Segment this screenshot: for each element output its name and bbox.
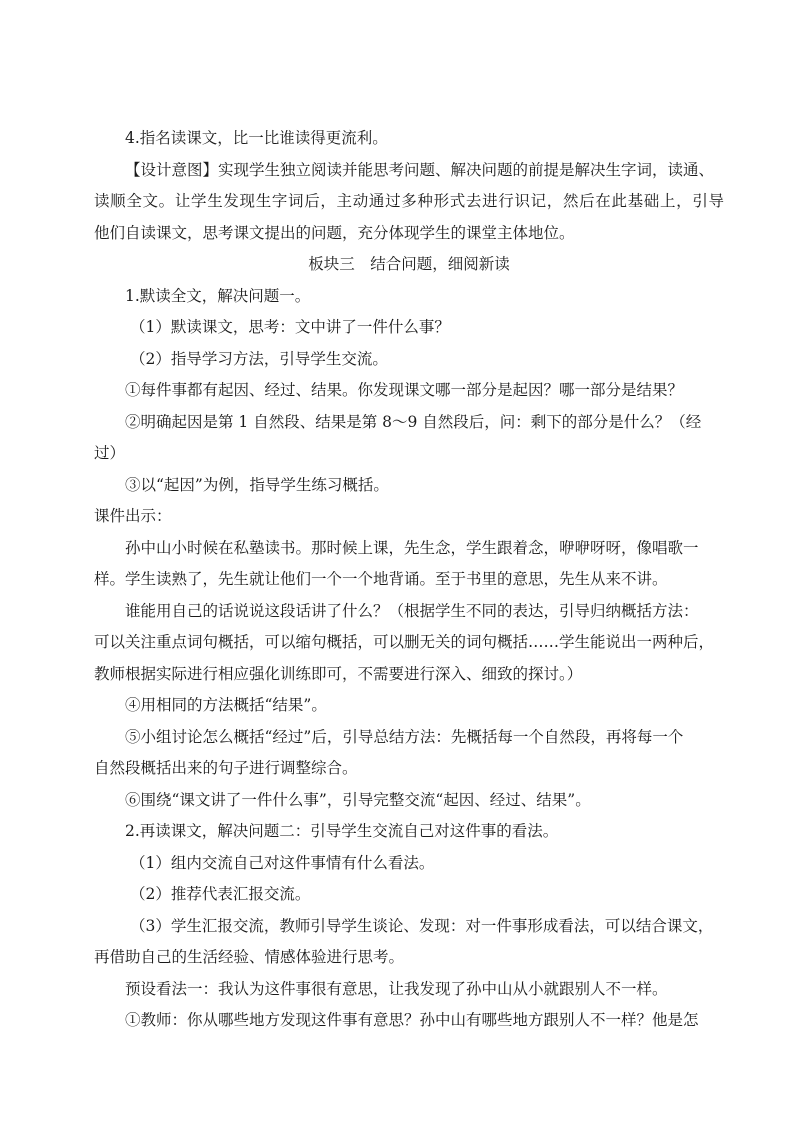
text-line: 4.指名读课文，比一比谁读得更流利。 — [125, 129, 388, 147]
text-line: ⑤小组讨论怎么概括“经过”后，引导总结方法：先概括每一个自然段，再将每一个 — [125, 727, 684, 746]
text-line: （1）默读课文，思考：文中讲了一件什么事？ — [130, 318, 450, 336]
text-line: ①教师：你从哪些地方发现这件事有意思？孙中山有哪些地方跟别人不一样？他是怎 — [125, 1011, 699, 1029]
document-page — [94, 123, 724, 1037]
text-line: 谁能用自己的话说说这段话讲了什么？（根据学生不同的表达，引导归纳概括方法： — [125, 601, 699, 620]
section-heading: 板块三 结合问题，细阅新读 — [308, 255, 510, 273]
text-line: ②明确起因是第 1 自然段、结果是第 8～9 自然段后，问：剩下的部分是什么？（经 — [125, 412, 702, 431]
text-line: （2）推荐代表汇报交流。 — [130, 885, 311, 903]
text-line: 可以关注重点词句概括，可以缩句概括，可以删无关的词句概括……学生能说出一两种后， — [94, 633, 715, 651]
text-line: ③以“起因”为例，指导学生练习概括。 — [125, 475, 389, 494]
text-line: 孙中山小时候在私塾读书。那时候上课，先生念，学生跟着念，咿咿呀呀，像唱歌一 — [125, 538, 699, 557]
text-line: 课件出示： — [94, 507, 172, 525]
text-line: （2）指导学习方法，引导学生交流。 — [130, 349, 388, 368]
text-line: 读顺全文。让学生发现生字词后，主动通过多种形式去进行识记，然后在此基础上，引导 — [94, 192, 724, 210]
text-line: 【设计意图】实现学生独立阅读并能思考问题、解决问题的前提是解决生字词，读通、 — [125, 160, 715, 179]
text-line: 样。学生读熟了，先生就让他们一个一个地背诵。至于书里的意思，先生从来不讲。 — [94, 570, 668, 588]
text-line: 他们自读课文，思考课文提出的问题，充分体现学生的课堂主体地位。 — [94, 223, 575, 242]
text-line: （1）组内交流自己对这件事情有什么看法。 — [130, 853, 435, 872]
text-line: 2.再读课文，解决问题二：引导学生交流自己对这件事的看法。 — [125, 822, 559, 840]
text-line: 预设看法一：我认为这件事很有意思，让我发现了孙中山从小就跟别人不一样。 — [125, 979, 668, 998]
text-line: ⑥围绕“课文讲了一件什么事”，引导完整交流“起因、经过、结果”。 — [125, 790, 591, 809]
text-line: ①每件事都有起因、经过、结果。你发现课文哪一部分是起因？哪一部分是结果？ — [125, 381, 684, 399]
text-line: ④用相同的方法概括“结果”。 — [125, 696, 327, 714]
text-line: 过） — [94, 444, 126, 462]
text-line: 教师根据实际进行相应强化训练即可，不需要进行深入、细致的探讨。） — [94, 664, 583, 683]
text-line: （3）学生汇报交流，教师引导学生谈论、发现：对一件事形成看法，可以结合课文， — [130, 916, 714, 935]
text-line: 自然段概括出来的句子进行调整综合。 — [94, 759, 358, 777]
text-line: 再借助自己的生活经验、情感体验进行思考。 — [94, 948, 405, 966]
text-line: 1.默读全文，解决问题一。 — [125, 286, 311, 305]
